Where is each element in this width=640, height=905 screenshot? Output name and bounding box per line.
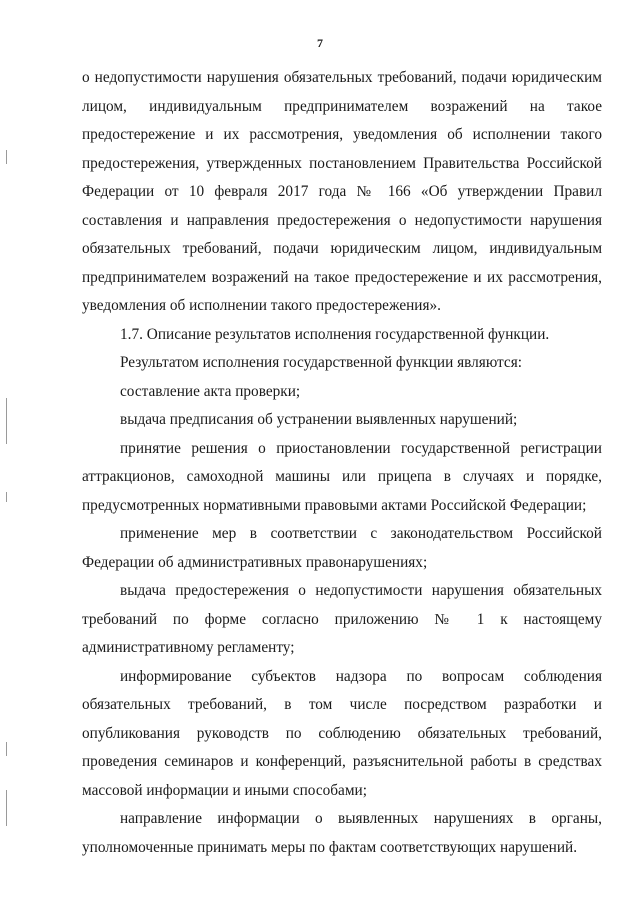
list-item: выдача предписания об устранении выявленных нарушений; bbox=[120, 411, 518, 428]
list-item: выдача предостережения о недопустимости нарушения обязательных требований по форме согласно приложению № 1 к настоящему административному регламенту; bbox=[82, 582, 602, 656]
document-body bbox=[82, 64, 602, 862]
page-number: 7 bbox=[317, 36, 323, 50]
scan-artifact bbox=[6, 790, 7, 826]
scan-artifact bbox=[6, 492, 7, 502]
list-item: информирование субъектов надзора по вопросам соблюдения обязательных требований, в том числе посредством разработки и опубликования руководств по соблюдению обязательных требований, проведения семинаров и конференций, разъяснительной работы в средствах массовой информации и иными способами; bbox=[82, 667, 602, 799]
list-item: применение мер в соответствии с законодательством Российской Федерации об административных правонарушениях; bbox=[82, 525, 602, 571]
scan-artifact bbox=[6, 398, 7, 444]
list-item: направление информации о выявленных нарушениях в органы, уполномоченные принимать меры по фактам соответствующих нарушений. bbox=[82, 810, 602, 856]
section-heading: 1.7. Описание результатов исполнения государственной функции. bbox=[120, 325, 550, 343]
list-item: принятие решения о приостановлении государственной регистрации аттракционов, самоходной машины или прицепа в случаях и порядке, предусмотренных нормативными правовыми актами Российской Федерации; bbox=[82, 439, 602, 514]
list-item: составление акта проверки; bbox=[120, 382, 301, 400]
scan-artifact bbox=[6, 150, 7, 164]
paragraph-continuation: о недопустимости нарушения обязательных требований, подачи юридическим лицом, индивидуальным предпринимателем возражений на такое предостережение и их рассмотрения, уведомления об исполнении такого предостережения, утвержденных постановлением Правительства Российской Федерации от 10 февраля 2017 года № 166 «Об утверждении Правил составления и направления предостережения о недопустимости нарушения обязательных требований, подачи юридическим лицом, индивидуальным предпринимателем возражений на такое предостережение и их рассмотрения, уведомления об исполнении такого предостережения». bbox=[82, 69, 602, 314]
paragraph: Результатом исполнения государственной функции являются: bbox=[120, 354, 522, 371]
scan-artifact bbox=[6, 742, 7, 756]
